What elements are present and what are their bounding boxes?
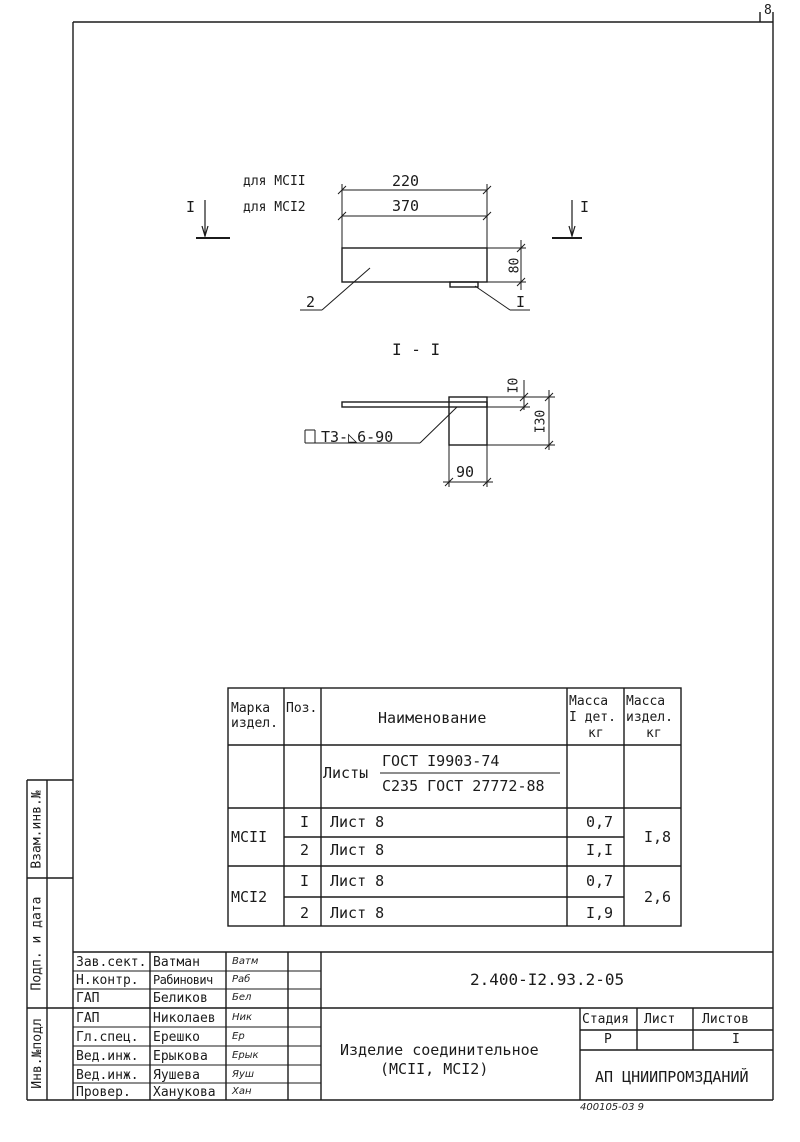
sheets-value: I — [732, 1032, 740, 1047]
signature: Раб — [232, 974, 251, 985]
staff-role: Вед.инж. — [76, 1049, 139, 1064]
stage-label: Стадия — [582, 1012, 629, 1027]
row-name: Лист 8 — [330, 813, 385, 831]
stage-value: Р — [604, 1032, 612, 1047]
position-1-callout: I — [516, 293, 526, 311]
side-stamp-inv-orig: Инв.№подл — [30, 1018, 45, 1089]
staff-role: Гл.спец. — [76, 1030, 139, 1045]
header-mark-line2: издел. — [231, 716, 278, 731]
staff-role: ГАП — [76, 1011, 100, 1026]
dim-370: 370 — [392, 197, 420, 215]
dim-90: 90 — [456, 463, 475, 481]
material-standard: ГОСТ I9903-74 — [382, 752, 500, 770]
sheet-label: Лист — [644, 1012, 676, 1027]
item-mass-mc12: 2,6 — [644, 888, 672, 906]
row-mass: 0,7 — [586, 813, 614, 831]
row-mark-mc12: МСI2 — [231, 888, 268, 906]
staff-name: Беликов — [153, 991, 208, 1006]
staff-role: Н.контр. — [76, 973, 139, 988]
staff-name: Яушева — [153, 1068, 200, 1083]
row-pos: I — [300, 872, 310, 890]
staff-name: Ватман — [153, 955, 200, 970]
header-mass-item-unit: кг — [646, 726, 662, 741]
row-name: Лист 8 — [330, 904, 385, 922]
header-mass-det-unit: кг — [588, 726, 604, 741]
staff-name: Рабинович — [153, 973, 213, 987]
staff-role: Вед.инж. — [76, 1068, 139, 1083]
header-mass-item-line1: Масса — [626, 694, 666, 709]
side-stamp-sign-date: Подп. и дата — [29, 896, 45, 991]
row-mass: 0,7 — [586, 872, 614, 890]
weld-symbol: Т3-◺6-90 — [321, 428, 394, 446]
position-2-callout: 2 — [306, 293, 316, 311]
signature: Ватм — [232, 956, 259, 967]
signature: Бел — [232, 992, 252, 1003]
signature: Ерык — [232, 1050, 259, 1061]
row-pos: 2 — [300, 841, 310, 859]
staff-name: Ерешко — [153, 1030, 200, 1045]
organization-name: АП ЦНИИПРОМЗДАНИЙ — [595, 1068, 749, 1086]
row-name: Лист 8 — [330, 872, 385, 890]
header-mass-det-line2: I дет. — [569, 710, 616, 725]
section-mark-right: I — [580, 198, 590, 216]
header-mass-item-line2: издел. — [626, 710, 673, 725]
header-name: Наименование — [378, 709, 487, 727]
staff-name: Ханукова — [153, 1085, 216, 1100]
row-mass: I,I — [586, 841, 614, 859]
side-stamp-vzam-inv: Взам.инв.№ — [29, 790, 45, 869]
item-title-line2: (МСII, МСI2) — [380, 1060, 489, 1078]
row-mass: I,9 — [586, 904, 614, 922]
material-grade: С235 ГОСТ 27772-88 — [382, 777, 545, 795]
staff-name: Николаев — [153, 1011, 216, 1026]
signature: Яуш — [232, 1069, 255, 1080]
dim-10: I0 — [506, 377, 522, 394]
header-mark-line1: Марка — [231, 701, 271, 716]
sheets-label: Листов — [702, 1012, 749, 1027]
dim-80: 80 — [507, 257, 523, 274]
signature: Ник — [232, 1012, 253, 1023]
signature: Ер — [232, 1031, 245, 1042]
dim-130: I30 — [533, 409, 549, 434]
item-title-line1: Изделие соединительное — [340, 1041, 539, 1059]
signature: Хан — [232, 1086, 252, 1097]
footer-stamp: 400105-03 9 — [580, 1102, 645, 1113]
corner-mark: 8 — [764, 3, 772, 18]
header-pos: Поз. — [286, 701, 318, 716]
document-code: 2.400-I2.93.2-05 — [470, 970, 625, 989]
staff-name: Ерыкова — [153, 1049, 208, 1064]
staff-role: ГАП — [76, 991, 100, 1006]
row-name: Лист 8 — [330, 841, 385, 859]
staff-role: Зав.сект. — [76, 955, 147, 970]
section-mark-left: I — [186, 198, 196, 216]
section-title: I - I — [392, 340, 441, 359]
label-for-mc11: для МСII — [243, 174, 306, 189]
material-prefix: Листы — [323, 764, 369, 782]
staff-role: Провер. — [76, 1085, 131, 1100]
dim-220: 220 — [392, 172, 420, 190]
label-for-mc12: для МСI2 — [243, 200, 306, 215]
row-pos: 2 — [300, 904, 310, 922]
header-mass-det-line1: Масса — [569, 694, 609, 709]
row-pos: I — [300, 813, 310, 831]
row-mark-mc11: МСII — [231, 828, 268, 846]
item-mass-mc11: I,8 — [644, 828, 672, 846]
